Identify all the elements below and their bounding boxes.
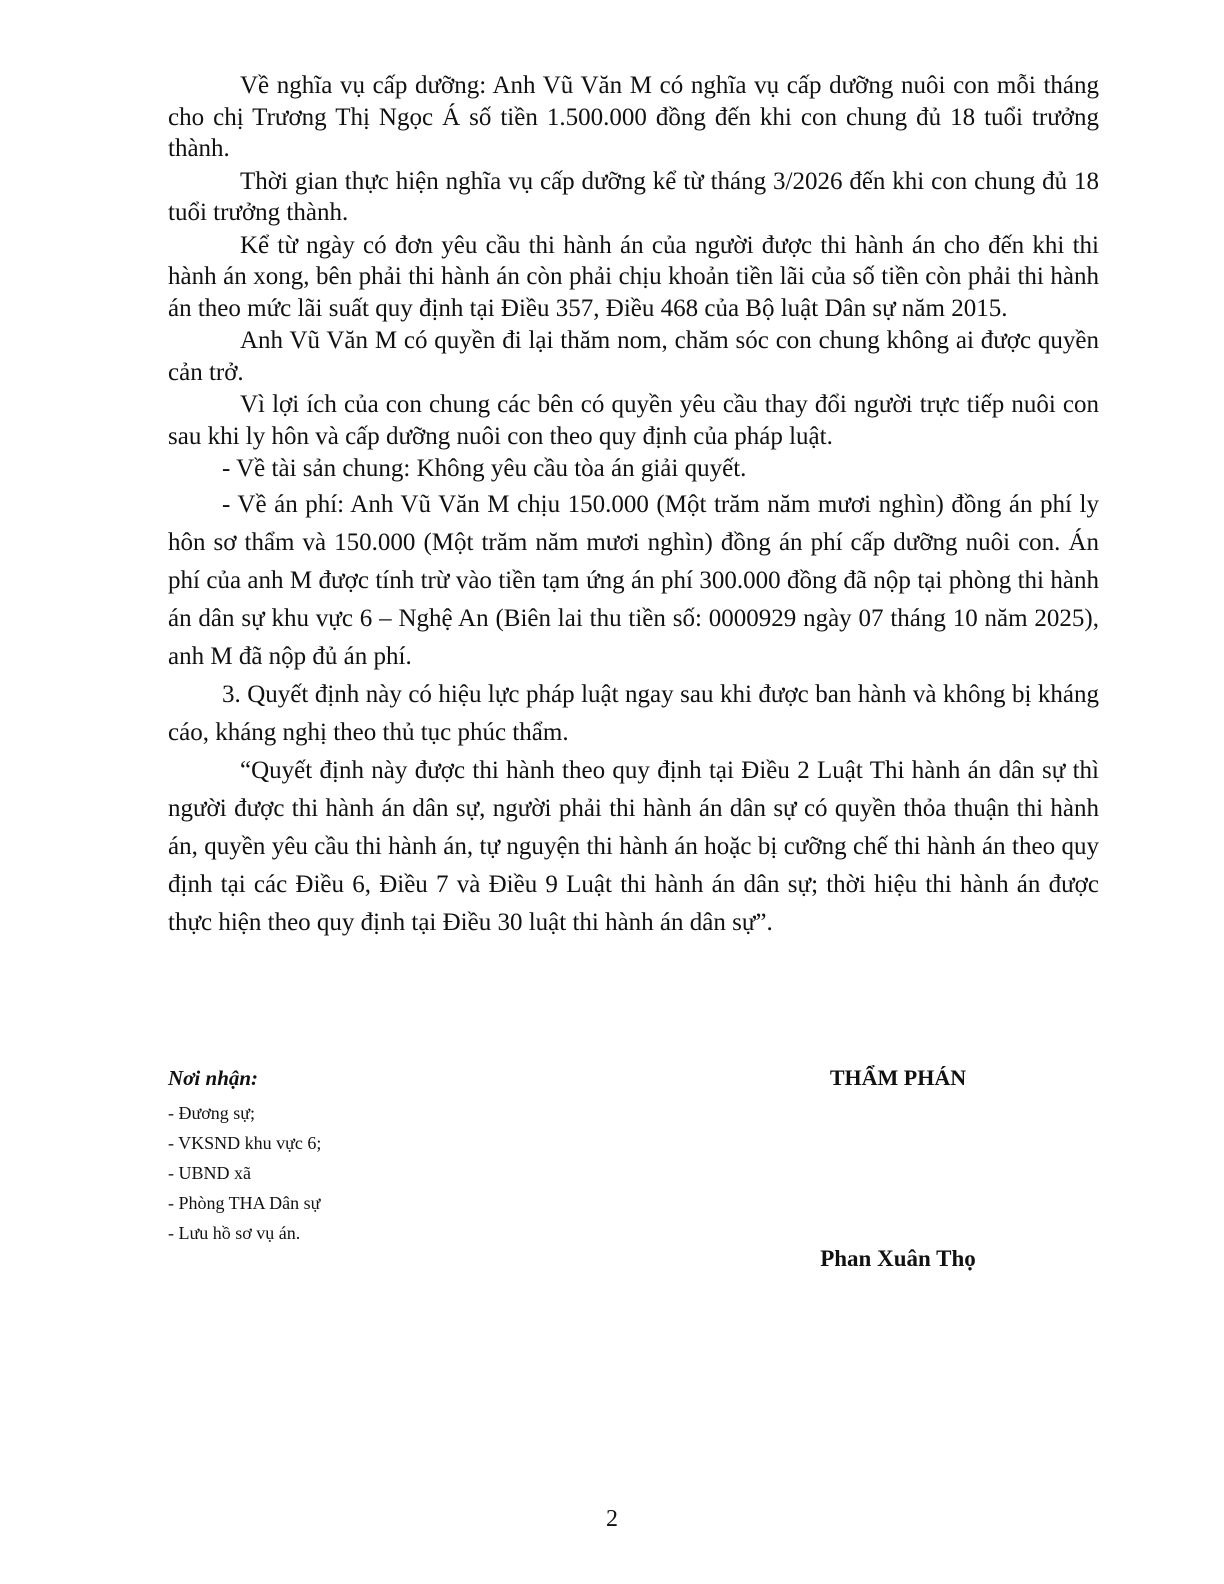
paragraph-effectiveness: 3. Quyết định này có hiệu lực pháp luật ngay sau khi được ban hành và không bị kháng cáo, kháng nghị theo thủ tục phúc thẩm. (168, 680, 1099, 746)
recipient-item: - UBND xã (168, 1163, 251, 1183)
paragraph-change-custody: Vì lợi ích của con chung các bên có quyền yêu cầu thay đổi người trực tiếp nuôi con sau khi ly hôn và cấp dưỡng nuôi con theo quy định của pháp luật. (168, 391, 1099, 450)
signer-name: Phan Xuân Thọ (820, 1246, 976, 1271)
paragraph-visitation: Anh Vũ Văn M có quyền đi lại thăm nom, chăm sóc con chung không ai được quyền cản trở. (168, 327, 1099, 386)
signature-block (768, 1064, 1028, 1271)
paragraph-interest: Kể từ ngày có đơn yêu cầu thi hành án của người được thi hành án cho đến khi thi hành án xong, bên phải thi hành án còn phải chịu khoản tiền lãi của số tiền còn phải thi hành án theo mức lãi suất quy định tại Điều 357, Điều 468 của Bộ luật Dân sự năm 2015. (168, 231, 1099, 322)
signer-title: THẨM PHÁN (829, 1065, 967, 1090)
document-footer (168, 1064, 1099, 1304)
page-number: 2 (606, 1506, 618, 1532)
recipient-item: - Lưu hồ sơ vụ án. (168, 1223, 301, 1243)
recipients-block (168, 1064, 588, 1248)
recipients-title: Nơi nhận: (168, 1066, 259, 1090)
recipient-item: - Đương sự; (168, 1103, 256, 1123)
paragraph-enforcement: “Quyết định này được thi hành theo quy định tại Điều 2 Luật Thi hành án dân sự thì người được thi hành án dân sự, người phải thi hành án dân sự có quyền thỏa thuận thi hành án, quyền yêu cầu thi hành án, tự nguyện thi hành án hoặc bị cưỡng chế thi hành án theo quy định tại các Điều 6, Điều 7 và Điều 9 Luật thi hành án dân sự; thời hiệu thi hành án được thực hiện theo quy định tại Điều 30 luật thi hành án dân sự”. (168, 756, 1099, 936)
paragraph-court-fees: - Về án phí: Anh Vũ Văn M chịu 150.000 (Một trăm năm mươi nghìn) đồng án phí ly hôn sơ thẩm và 150.000 (Một trăm năm mươi nghìn) đồng án phí cấp dưỡng nuôi con. Án phí của anh M được tính trừ vào tiền tạm ứng án phí 300.000 đồng đã nộp tại phòng thi hành án dân sự khu vực 6 – Nghệ An (Biên lai thu tiền số: 0000929 ngày 07 tháng 10 năm 2025), anh M đã nộp đủ án phí. (168, 490, 1099, 670)
paragraph-alimony-obligation: Về nghĩa vụ cấp dưỡng: Anh Vũ Văn M có nghĩa vụ cấp dưỡng nuôi con mỗi tháng cho chị Trương Thị Ngọc Á số tiền 1.500.000 đồng đến khi con chung đủ 18 tuổi trưởng thành. (168, 72, 1099, 162)
document-body (168, 70, 1099, 942)
paragraph-common-property: - Về tài sản chung: Không yêu cầu tòa án giải quyết. (222, 455, 747, 482)
paragraph-alimony-period: Thời gian thực hiện nghĩa vụ cấp dưỡng kể từ tháng 3/2026 đến khi con chung đủ 18 tuổi trưởng thành. (168, 167, 1099, 226)
recipient-item: - VKSND khu vực 6; (168, 1133, 322, 1153)
recipient-item: - Phòng THA Dân sự (168, 1193, 321, 1213)
